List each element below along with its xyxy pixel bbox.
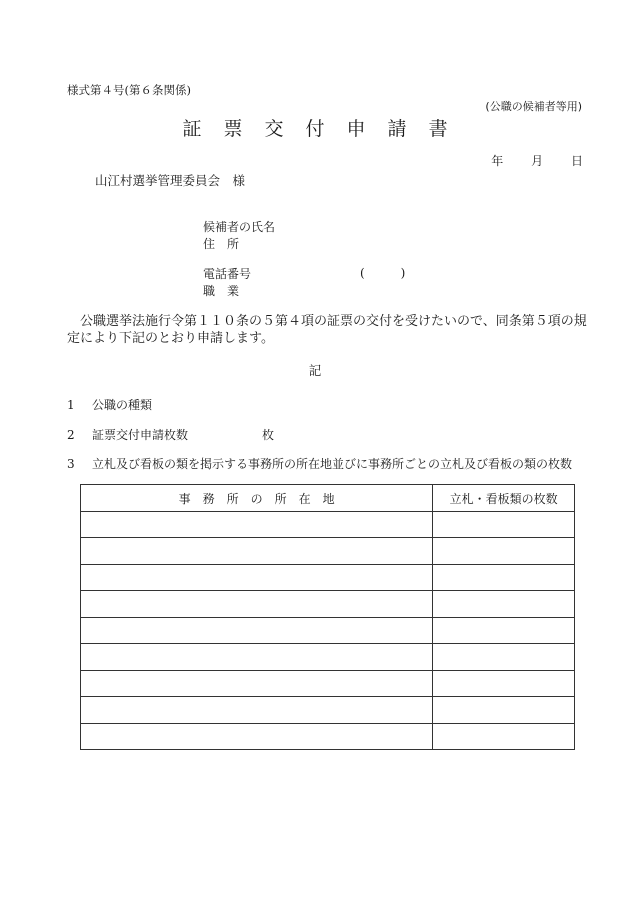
location-cell[interactable] [81,617,433,643]
header-sign-count: 立札・看板類の枚数 [433,485,575,512]
candidate-name-label: 候補者の氏名 [203,220,276,234]
count-cell[interactable] [433,564,575,590]
item-certificate-count [67,426,274,443]
location-cell[interactable] [81,564,433,590]
phone-label: 電話番号 [203,267,252,281]
occupation-label: 職 業 [203,284,240,298]
location-cell[interactable] [81,644,433,670]
count-cell[interactable] [433,723,575,750]
address-label: 住 所 [203,237,240,251]
count-cell[interactable] [433,591,575,617]
location-cell[interactable] [81,670,433,696]
count-cell[interactable] [433,538,575,564]
application-statement: 公職選挙法施行令第１１０条の５第４項の証票の交付を受けたいので、同条第５項の規定により下記のとおり申請します。 [67,314,587,346]
ki-heading: 記 [308,363,322,378]
table-row [81,591,575,617]
location-cell[interactable] [81,512,433,538]
item-text: 公職の種類 [92,398,153,412]
table-row [81,564,575,590]
count-cell[interactable] [433,644,575,670]
location-cell[interactable] [81,697,433,723]
item-text: 立札及び看板の類を掲示する事務所の所在地並びに事務所ごとの立札及び看板の類の枚数 [92,457,573,471]
item-unit: 枚 [262,428,275,442]
table-row [81,697,575,723]
table-row [81,670,575,696]
count-cell[interactable] [433,697,575,723]
item-office-type [67,396,152,413]
location-cell[interactable] [81,538,433,564]
addressee: 山江村選挙管理委員会 様 [95,173,246,188]
table-header-row [81,485,575,512]
table-row [81,644,575,670]
date-day: 日 [570,154,583,168]
phone-area-code-parens: ( ) [360,266,406,280]
count-cell[interactable] [433,670,575,696]
count-cell[interactable] [433,617,575,643]
item-number: 2 [67,428,75,442]
table-row [81,538,575,564]
item-number: 3 [67,457,75,471]
date-month: 月 [531,154,544,168]
item-number: 1 [67,398,75,412]
count-cell[interactable] [433,512,575,538]
item-text: 証票交付申請枚数 [92,428,189,442]
table-row [81,512,575,538]
office-location-table [80,484,575,750]
date-year: 年 [491,154,504,168]
location-cell[interactable] [81,591,433,617]
document-title: 証票交付申請書 [182,118,470,140]
form-number: 様式第４号(第６条関係) [67,83,191,97]
date-line [467,152,583,169]
header-office-location: 事務所の所在地 [81,485,433,512]
table-row [81,723,575,750]
category-note: (公職の候補者等用) [485,100,582,113]
table-row [81,617,575,643]
location-cell[interactable] [81,723,433,750]
item-office-locations [67,455,572,472]
